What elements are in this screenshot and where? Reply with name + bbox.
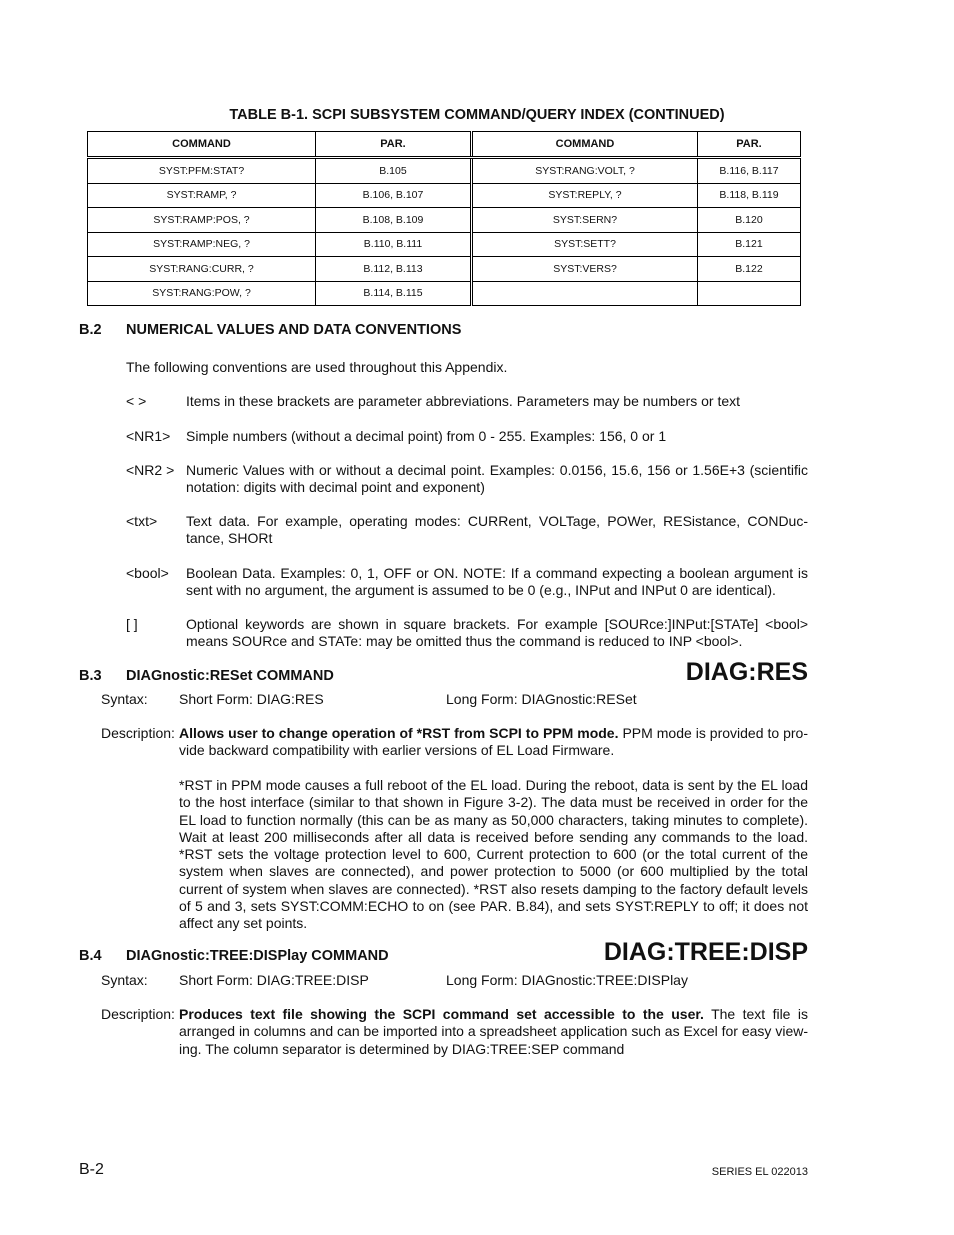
column-header: PAR. <box>698 132 801 158</box>
table-cell: SYST:SETT? <box>472 232 698 257</box>
section-title: DIAGnostic:RESet COMMAND <box>126 668 334 684</box>
command-index-table <box>87 131 801 306</box>
long-form: Long Form: DIAGnostic:RESet <box>446 691 637 707</box>
table-cell: SYST:RANG:POW, ? <box>88 281 316 306</box>
convention-desc: Simple numbers (without a decimal point) from 0 - 255. Examples: 156, 0 or 1 <box>186 428 667 444</box>
table-row <box>88 158 801 184</box>
table-cell: B.112, B.113 <box>316 257 472 282</box>
description-rest: The text file is arranged in columns and can be imported into a spreadsheet application such as Excel for easy view-ing. The column separator is determined by DIAG:TREE:SEP command <box>179 1006 808 1057</box>
table-cell: SYST:RAMP, ? <box>88 183 316 208</box>
convention-desc: Items in these brackets are parameter abbreviations. Parameters may be numbers or text <box>186 393 741 409</box>
table-row <box>88 257 801 282</box>
page-number: B-2 <box>79 1161 104 1178</box>
convention-term: <NR2 > <box>126 462 175 478</box>
table-cell: SYST:RAMP:POS, ? <box>88 208 316 233</box>
table-row <box>88 281 801 306</box>
table-cell <box>472 281 698 306</box>
table-cell: B.121 <box>698 232 801 257</box>
column-header: COMMAND <box>88 132 316 158</box>
table-row <box>88 183 801 208</box>
description-bold: Produces text file showing the SCPI command set accessible to the user. <box>179 1006 704 1022</box>
table-cell: B.108, B.109 <box>316 208 472 233</box>
description-label: Description: <box>101 725 175 741</box>
convention-term: <NR1> <box>126 428 171 444</box>
table-caption: TABLE B-1. SCPI SUBSYSTEM COMMAND/QUERY INDEX (CONTINUED) <box>229 107 725 123</box>
convention-desc: Numeric Values with or without a decimal point. Examples: 0.0156, 15.6, 156 or 1.56E+3 (scientific notation: digits with decimal point and exponent) <box>186 462 808 496</box>
table-cell: B.116, B.117 <box>698 158 801 184</box>
series-label: SERIES EL 022013 <box>711 1166 808 1178</box>
section-number: B.2 <box>79 322 102 338</box>
table-cell: B.118, B.119 <box>698 183 801 208</box>
description-text <box>179 725 808 760</box>
description-label: Description: <box>101 1006 175 1022</box>
table-cell: SYST:VERS? <box>472 257 698 282</box>
short-form: Short Form: DIAG:TREE:DISP <box>179 972 369 988</box>
convention-term: [ ] <box>126 616 138 632</box>
description-bold: Allows user to change operation of *RST from SCPI to PPM mode. <box>179 725 619 741</box>
rst-paragraph: *RST in PPM mode causes a full reboot of the EL load. During the reboot, data is sent by the EL load to the host interface (similar to that shown in Figure 3-2). The data must be received in order for the EL load to function normally (this can be as many as 50,000 characters, taking minutes to complete). Wait at least 200 milliseconds after all data is received before sending any commands to the load. *RST sets the voltage protection level to 600, Current protection to 600 (or the total current of the system when slaves are connected), and power protection to 5000 (or 600 multiplied by the total current of system when slaves are connected). *RST also resets damping to the factory default levels of 5 and 3, sets SYST:COMM:ECHO to on (see PAR. B.84), and sets SYST:REPLY to off; it does not affect any set points. <box>179 777 808 932</box>
command-heading: DIAG:TREE:DISP <box>603 938 808 966</box>
table-row <box>88 208 801 233</box>
convention-term: <txt> <box>126 513 158 529</box>
table-cell: SYST:SERN? <box>472 208 698 233</box>
table-cell: SYST:RANG:CURR, ? <box>88 257 316 282</box>
column-header: PAR. <box>316 132 472 158</box>
table-cell: B.120 <box>698 208 801 233</box>
table-cell: SYST:PFM:STAT? <box>88 158 316 184</box>
table-cell <box>698 281 801 306</box>
table-cell: SYST:RANG:VOLT, ? <box>472 158 698 184</box>
table-cell: B.106, B.107 <box>316 183 472 208</box>
section-intro: The following conventions are used throughout this Appendix. <box>126 359 508 375</box>
description-rest: PPM mode is provided to pro-vide backward compatibility with earlier versions of EL Load Firmware. <box>179 725 808 759</box>
convention-desc: Text data. For example, operating modes: CURRent, VOLTage, POWer, RESistance, CONDuc-tance, SHORt <box>186 513 808 547</box>
table-row <box>88 232 801 257</box>
convention-term: <bool> <box>126 565 169 581</box>
table-cell: B.122 <box>698 257 801 282</box>
convention-term: < > <box>126 393 147 409</box>
section-title: NUMERICAL VALUES AND DATA CONVENTIONS <box>126 322 462 338</box>
syntax-label: Syntax: <box>101 972 148 988</box>
command-heading: DIAG:RES <box>685 658 808 686</box>
syntax-label: Syntax: <box>101 691 148 707</box>
table-cell: B.105 <box>316 158 472 184</box>
short-form: Short Form: DIAG:RES <box>179 691 324 707</box>
table-cell: B.114, B.115 <box>316 281 472 306</box>
convention-desc: Optional keywords are shown in square brackets. For example [SOURce:]INPut:[STATe] <bool> means SOURce and STATe: may be omitted thus the command is reduced to INP <bool>. <box>186 616 808 650</box>
section-title: DIAGnostic:TREE:DISPlay COMMAND <box>126 948 389 964</box>
section-number: B.4 <box>79 948 102 964</box>
table-cell: B.110, B.111 <box>316 232 472 257</box>
table-cell: SYST:RAMP:NEG, ? <box>88 232 316 257</box>
long-form: Long Form: DIAGnostic:TREE:DISPlay <box>446 972 688 988</box>
column-header: COMMAND <box>472 132 698 158</box>
convention-desc: Boolean Data. Examples: 0, 1, OFF or ON. NOTE: If a command expecting a boolean argument is sent with no argument, the argument is assumed to be 0 (e.g., INPut and INPut 0 are identical). <box>186 565 808 599</box>
section-number: B.3 <box>79 668 102 684</box>
description-text <box>179 1006 808 1058</box>
table-header-row <box>88 132 801 158</box>
table-cell: SYST:REPLY, ? <box>472 183 698 208</box>
